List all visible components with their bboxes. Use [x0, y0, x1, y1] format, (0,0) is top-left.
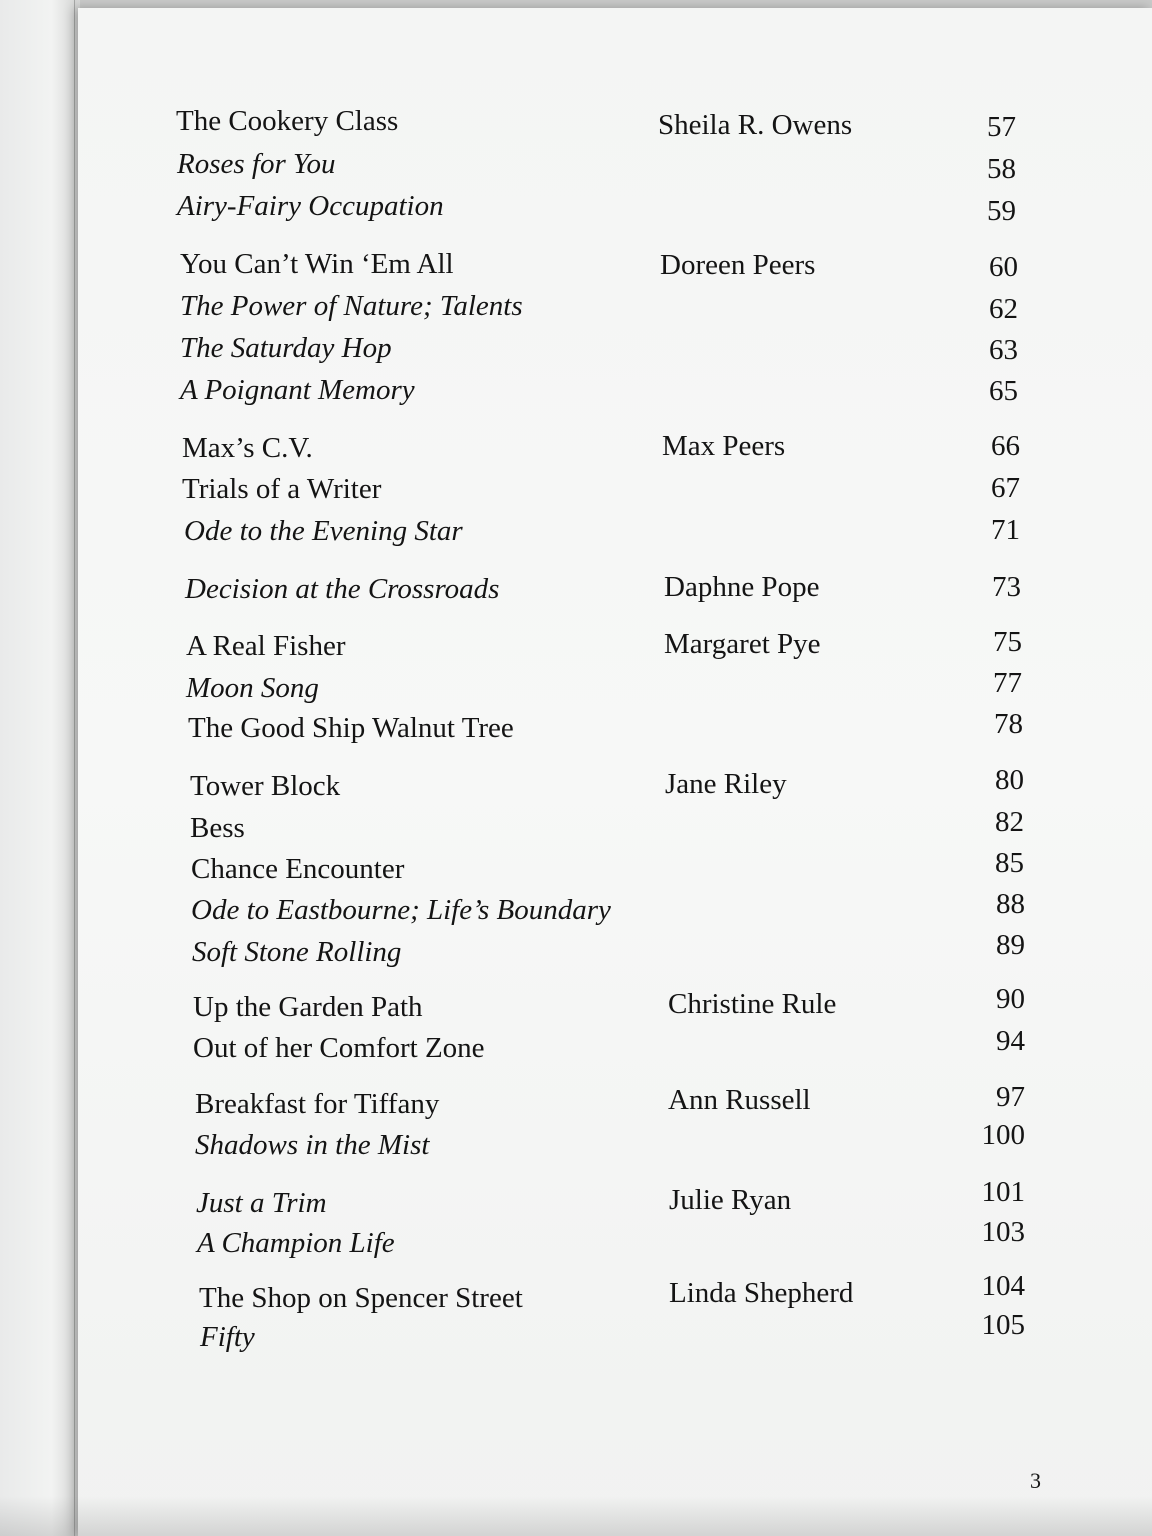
toc-entry-title: Out of her Comfort Zone — [193, 1032, 485, 1064]
toc-entry-title: Ode to Eastbourne; Life’s Boundary — [191, 894, 611, 926]
toc-entry-title: Breakfast for Tiffany — [195, 1088, 440, 1120]
toc-entry-page: 85 — [995, 847, 1024, 879]
toc-entry-page: 62 — [989, 293, 1018, 325]
toc-entry-page: 60 — [989, 251, 1018, 283]
toc-entry-page: 59 — [987, 195, 1016, 227]
toc-entry-title: Soft Stone Rolling — [192, 936, 402, 968]
toc-entry-page: 104 — [981, 1270, 1025, 1302]
toc-entry-author: Jane Riley — [665, 768, 787, 800]
toc-entry-title: A Champion Life — [197, 1227, 395, 1259]
toc-entry-author: Christine Rule — [668, 988, 837, 1020]
toc-entry-page: 75 — [993, 626, 1022, 658]
toc-entry-page: 101 — [981, 1176, 1025, 1208]
toc-entry-page: 57 — [987, 111, 1016, 143]
toc-entry-page: 88 — [996, 888, 1025, 920]
toc-entry-title: Moon Song — [186, 672, 319, 704]
toc-entry-title: Airy-Fairy Occupation — [177, 190, 444, 222]
toc-entry-title: Trials of a Writer — [182, 473, 382, 505]
toc-entry-author: Doreen Peers — [660, 249, 816, 281]
toc-entry-page: 82 — [995, 806, 1024, 838]
toc-entry-page: 105 — [981, 1309, 1025, 1341]
toc-entry-author: Max Peers — [662, 430, 786, 462]
toc-entry-page: 63 — [989, 334, 1018, 366]
toc-entry-page: 58 — [987, 153, 1016, 185]
toc-entry-title: The Power of Nature; Talents — [180, 290, 523, 322]
toc-entry-title: The Cookery Class — [176, 105, 399, 137]
toc-entry-page: 80 — [995, 764, 1024, 796]
toc-entry-title: Ode to the Evening Star — [184, 515, 463, 547]
toc-entry-page: 77 — [993, 667, 1022, 699]
toc-entry-page: 94 — [996, 1025, 1025, 1057]
toc-entry-page: 67 — [991, 472, 1020, 504]
toc-entry-page: 90 — [996, 983, 1025, 1015]
toc-entry-title: Bess — [190, 812, 245, 844]
toc-entry-title: Just a Trim — [196, 1187, 327, 1219]
toc-entry-title: Roses for You — [177, 148, 336, 180]
toc-entry-page: 89 — [996, 929, 1025, 961]
toc-entry-title: Tower Block — [190, 770, 341, 802]
toc-entry-title: The Shop on Spencer Street — [199, 1282, 523, 1314]
toc-entry-title: A Real Fisher — [186, 630, 346, 662]
toc-entry-page: 103 — [981, 1216, 1025, 1248]
toc-entry-page: 78 — [994, 708, 1023, 740]
toc-entry-author: Sheila R. Owens — [658, 109, 853, 141]
toc-entry-title: The Saturday Hop — [180, 332, 392, 364]
toc-entry-author: Margaret Pye — [664, 628, 821, 660]
toc-entry-author: Daphne Pope — [664, 571, 820, 603]
toc-entry-page: 73 — [992, 571, 1021, 603]
page-number: 3 — [1030, 1468, 1041, 1493]
toc-entry-page: 66 — [991, 430, 1020, 462]
toc-entry-author: Linda Shepherd — [669, 1277, 854, 1309]
toc-entry-title: You Can’t Win ‘Em All — [180, 248, 454, 280]
toc-entry-title: Decision at the Crossroads — [185, 573, 500, 605]
toc-entry-author: Ann Russell — [668, 1084, 811, 1116]
toc-entry-title: Up the Garden Path — [193, 991, 423, 1023]
toc-entry-title: The Good Ship Walnut Tree — [188, 712, 514, 744]
toc-entry-title: Max’s C.V. — [182, 432, 313, 464]
toc-entry-title: A Poignant Memory — [180, 374, 415, 406]
toc-entry-author: Julie Ryan — [669, 1184, 792, 1216]
toc-entry-title: Shadows in the Mist — [195, 1129, 430, 1161]
toc-entry-page: 97 — [996, 1081, 1025, 1113]
toc-entry-page: 100 — [981, 1119, 1025, 1151]
toc-entry-page: 71 — [991, 514, 1020, 546]
toc-entry-page: 65 — [989, 375, 1018, 407]
toc-entry-title: Chance Encounter — [191, 853, 405, 885]
toc-entry-title: Fifty — [200, 1321, 255, 1353]
